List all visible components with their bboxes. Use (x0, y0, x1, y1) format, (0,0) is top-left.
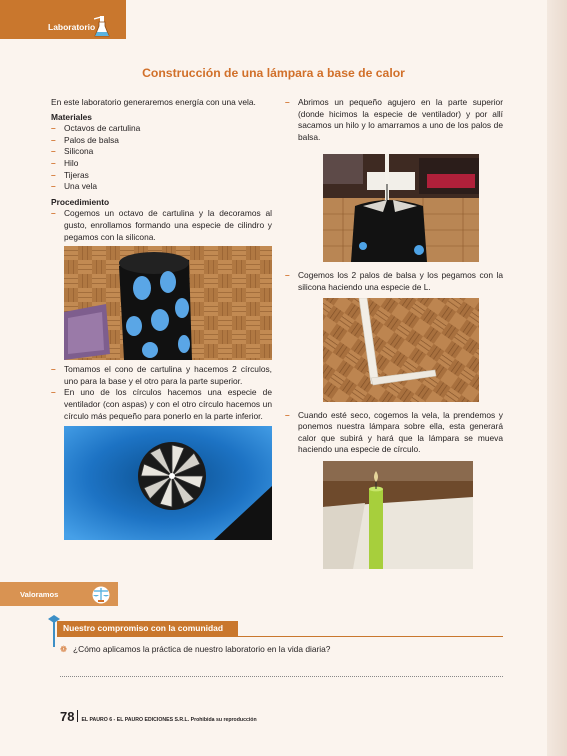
community-heading: Nuestro compromiso con la comunidad (57, 621, 238, 636)
page-footer (60, 708, 257, 726)
procedure-step: – Cogemos los 2 palos de balsa y los pegamos con la silicona haciendo una especie de L. (285, 270, 503, 292)
section-tab (0, 0, 126, 39)
procedure-heading: Procedimiento (51, 196, 110, 207)
page-title: Construcción de una lámpara a base de calor (142, 66, 405, 80)
community-question: ❁ ¿Cómo aplicamos la práctica de nuestro laboratorio en la vida diaria? (60, 644, 331, 654)
heading-rule (57, 636, 503, 637)
scale-icon (90, 585, 112, 604)
procedure-step: – Cogemos un octavo de cartulina y la decoramos al gusto, enrollamos formando una especie de cilindro y pegamos con la silicona. (51, 208, 272, 242)
photo-green-candle (323, 461, 473, 569)
procedure-step: – Abrimos un pequeño agujero en la parte superior (donde hicimos la especie de ventilador) y por allí sacamos un hilo y lo amarramos a uno de los palos de balsa. (285, 97, 503, 142)
page-number: 78 (60, 709, 75, 724)
list-item: – Octavos de cartulina (51, 123, 141, 134)
page-edge (547, 0, 567, 756)
bullet-icon: ❁ (60, 644, 68, 654)
list-item: – Palos de balsa (51, 134, 119, 145)
procedure-step: – Cuando esté seco, cogemos la vela, la prendemos y ponemos nuestra lámpara sobre ella, esta generará calor que subirá y hará que la lámpara se mueva haciendo una especie de círculo. (285, 409, 503, 455)
footer-credit: EL PAURO 6 - EL PAURO EDICIONES S.R.L. Prohibida su reproducción (81, 717, 257, 723)
materials-heading: Materiales (51, 111, 92, 122)
photo-fan-inside-cylinder (64, 426, 272, 540)
photo-decorated-cylinder (64, 246, 272, 360)
left-column (51, 97, 272, 540)
list-item: – Silicona (51, 146, 94, 157)
footer-separator (77, 710, 78, 722)
section-label: Laboratorio (48, 22, 96, 32)
list-item: – Una vela (51, 181, 98, 192)
photo-balsa-l-shape (323, 298, 479, 402)
procedure-step: – En uno de los círculos hacemos una especie de ventilador (con aspas) y con el otro círculo hacemos un círculo más pequeño para ponerlo en la parte inferior. (51, 387, 272, 421)
list-item: – Tijeras (51, 169, 89, 180)
intro-text: En este laboratorio generaremos energía con una vela. (51, 97, 256, 107)
right-column (285, 97, 503, 569)
procedure-step: – Tomamos el cono de cartulina y hacemos 2 círculos, uno para la base y el otro para la parte superior. (51, 364, 272, 386)
flask-icon (94, 16, 110, 38)
list-item: – Hilo (51, 157, 79, 168)
valoramos-band (0, 582, 118, 606)
answer-line (60, 676, 503, 677)
valoramos-label: Valoramos (20, 590, 59, 599)
photo-lamp-hanging (323, 154, 479, 262)
